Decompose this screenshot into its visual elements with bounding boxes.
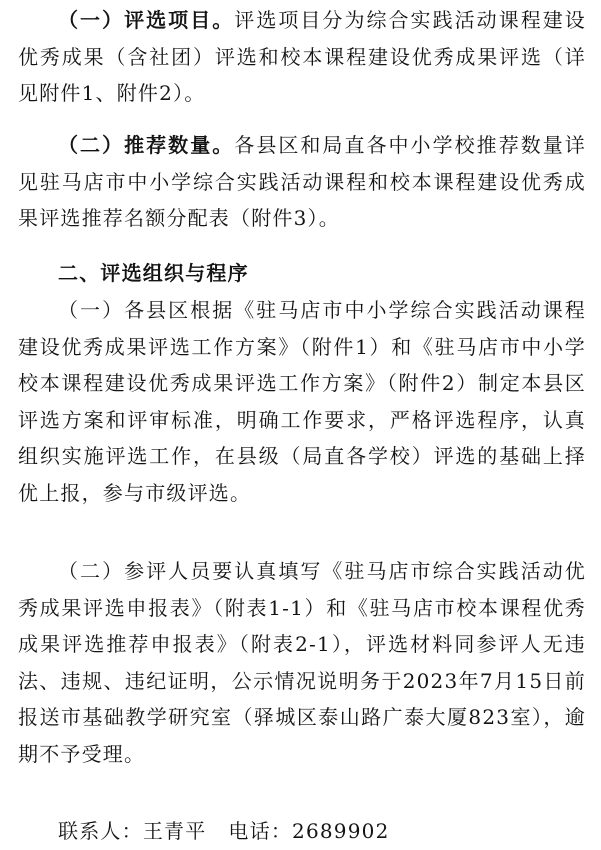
paragraph-body-recommendation-quota: 各县区和局直各中小学校推荐数量详见驻马店市中小学综合实践活动课程和校本课程建设优秀成果评选推荐名额分配表（附件3）。 [18,133,586,230]
contact-line [18,813,586,850]
contact-person-name: 王青平 [142,819,207,843]
section-heading-organization: 二、评选组织与程序 [58,261,249,285]
contact-person-label: 联系人： [58,819,143,843]
paragraph-submission-requirements: （二）参评人员要认真填写《驻马店市综合实践活动优秀成果评选申报表》（附表1-1）和《驻马店市校本课程优秀成果评选推荐申报表》（附表2-1），评选材料同参评人无违法、违规、违纪证明，公示情况说明务于2023年7月15日前报送市基础教学研究室（驿城区泰山路广泰大厦823室），逾期不予受理。 [18,559,586,766]
contact-phone-number: 2689902 [292,819,390,843]
paragraph-lead-evaluation-items: （一）评选项目。 [58,8,235,32]
paragraph-lead-recommendation-quota: （二）推荐数量。 [58,133,235,157]
contact-phone-label: 电话： [228,819,293,843]
paragraph-body-evaluation-items: 评选项目分为综合实践活动课程建设优秀成果（含社团）评选和校本课程建设优秀成果评选（详见附件1、附件2）。 [18,8,586,105]
paragraph-recommendation-quota [18,127,586,237]
paragraph-evaluation-items [18,2,586,112]
paragraph-county-procedure: （一）各县区根据《驻马店市中小学综合实践活动课程建设优秀成果评选工作方案》（附件1）和《驻马店市中小学校本课程建设优秀成果评选工作方案》（附件2）制定本县区评选方案和评审标准，明确工作要求，严格评选程序，认真组织实施评选工作，在县级（局直各学校）评选的基础上择优上报，参与市级评选。 [18,298,586,505]
